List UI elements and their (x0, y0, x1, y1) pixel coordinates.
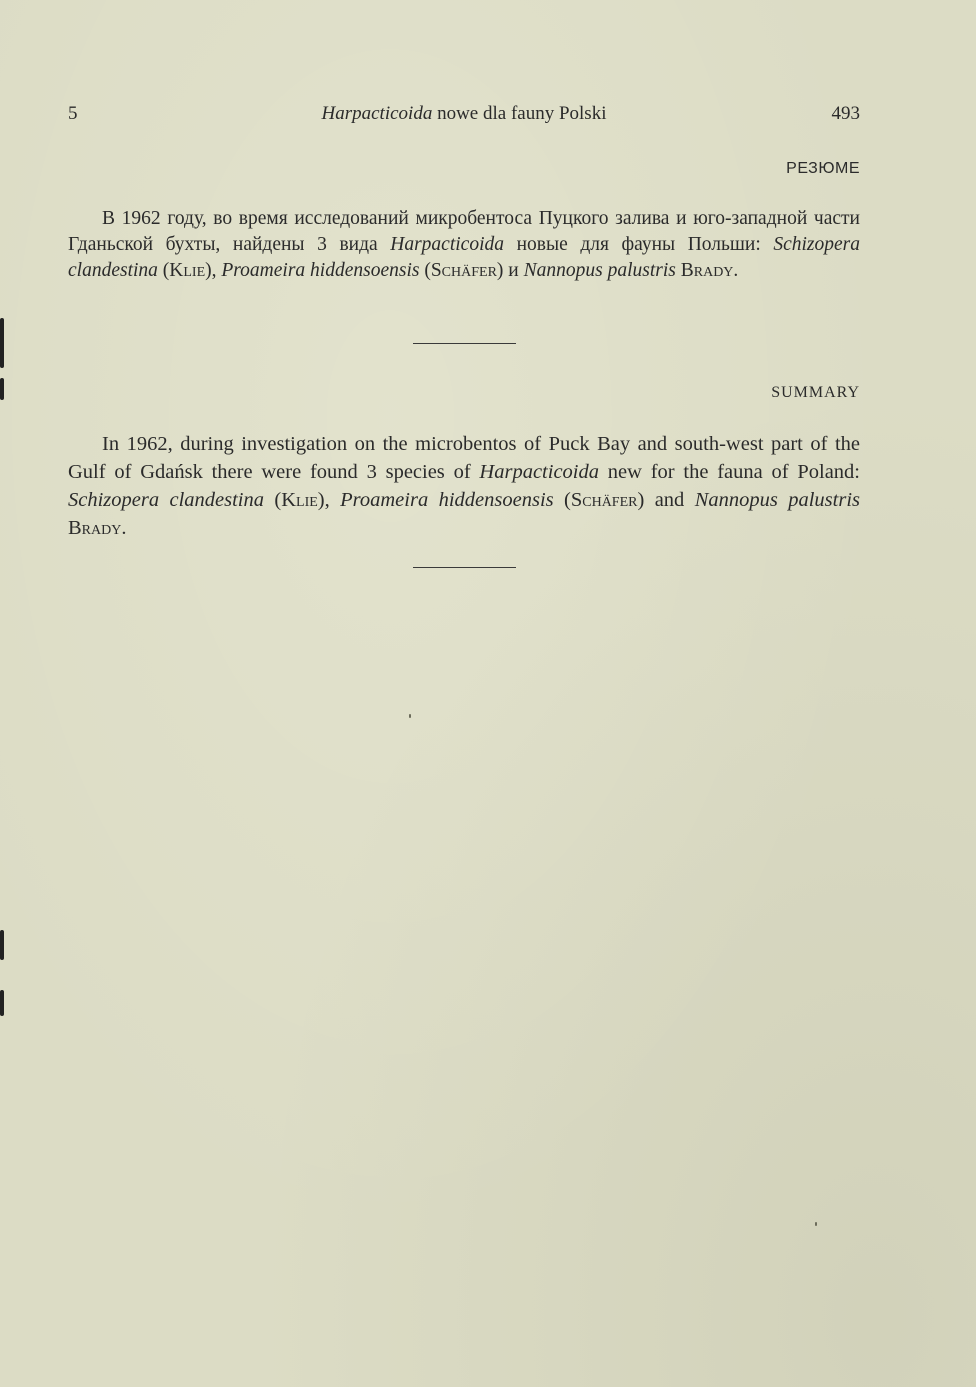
running-title-italic: Harpacticoida (321, 103, 433, 124)
author-name: Schäfer (570, 489, 638, 511)
species-name: Schizopera clandestina (68, 234, 860, 281)
running-title (68, 103, 860, 125)
text-run: ), (317, 489, 341, 511)
text-run: ) and (637, 489, 695, 511)
text-run: ) и (496, 260, 524, 281)
author-name: Brady (680, 260, 734, 281)
author-name: Brady (68, 517, 122, 539)
scan-edge-mark (0, 318, 4, 368)
species-name: Proameira hiddensoensis (221, 260, 420, 281)
text-run: новые для фауны Польши: (504, 234, 774, 255)
section-divider (413, 343, 516, 344)
scan-speck (815, 1222, 817, 1226)
species-name: Nannopus palustris (694, 489, 860, 511)
text-run: В 1962 году, во время исследований микробентоса Пуцкого залива и юго-западной части Гданьской бухты, найдены 3 вида (68, 208, 860, 255)
italic-run: Harpacticoida (479, 461, 599, 483)
text-run: . (733, 260, 739, 281)
end-divider (413, 567, 516, 568)
text-run: ( (553, 489, 571, 511)
text-run: ( (264, 489, 282, 511)
scan-edge-mark (0, 930, 4, 960)
species-name: Nannopus palustris (523, 260, 676, 281)
summary-heading: SUMMARY (771, 384, 860, 401)
page-number-right: 493 (831, 103, 860, 124)
scan-edge-mark (0, 990, 4, 1016)
author-name: Klie (281, 489, 318, 511)
text-run: . (121, 517, 127, 539)
text-run: ), (205, 260, 222, 281)
italic-run: Harpacticoida (390, 234, 504, 255)
author-name: Klie (169, 260, 206, 281)
running-header (68, 103, 860, 131)
text-run: new for the fauna of Poland: (599, 461, 860, 483)
running-title-rest: nowe dla fauny Polski (432, 103, 607, 124)
rezume-heading: РЕЗЮМЕ (786, 160, 860, 177)
page-number-left: 5 (68, 103, 78, 124)
text-run: In 1962, during investigation on the microbentos of Puck Bay and south-west part of the Gulf of Gdańsk there were found 3 species of (68, 433, 860, 483)
rezume-paragraph (68, 206, 860, 284)
species-name: Proameira hiddensoensis (340, 489, 554, 511)
species-name: Schizopera clandestina (68, 489, 264, 511)
text-run: ( (157, 260, 170, 281)
scan-speck (409, 714, 411, 718)
scan-edge-mark (0, 378, 4, 400)
author-name: Schäfer (430, 260, 497, 281)
summary-paragraph (68, 430, 860, 542)
text-run: ( (419, 260, 431, 281)
